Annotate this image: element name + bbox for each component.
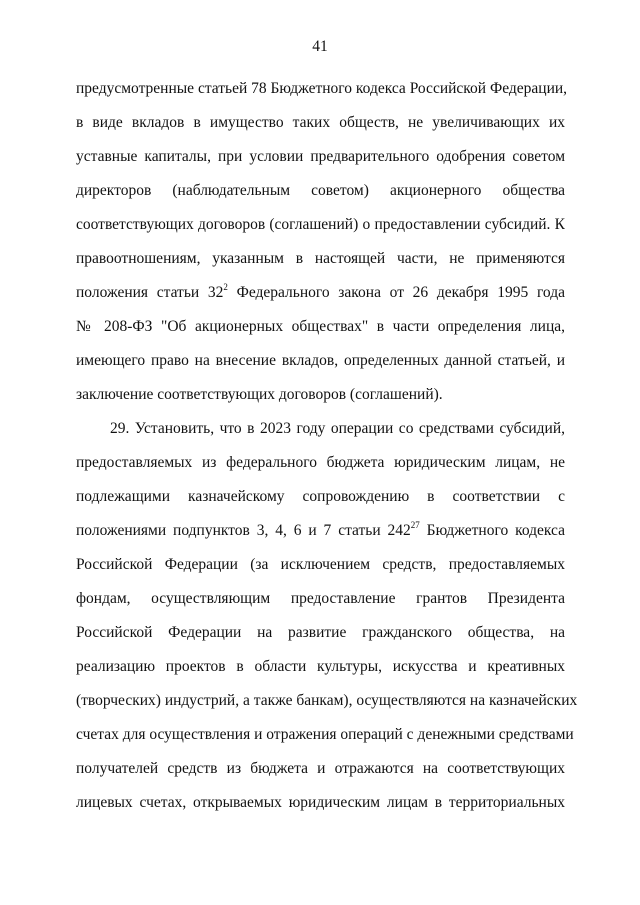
text-line: имеющего право на внесение вкладов, определенных данной статьей, и [76, 352, 565, 369]
document-body [76, 72, 578, 820]
text-line: получателей средств из бюджета и отражаются на соответствующих [76, 760, 565, 777]
superscript: 27 [410, 520, 420, 530]
superscript: 2 [223, 282, 228, 292]
text-line: счетах для осуществления и отражения операций с денежными средствами [76, 726, 574, 743]
text-line: предоставляемых из федерального бюджета юридическим лицам, не [76, 454, 565, 471]
text-line: 29. Установить, что в 2023 году операции со средствами субсидий, [110, 420, 565, 437]
text-line: Российской Федерации на развитие гражданского общества, на [76, 624, 565, 641]
paragraph-29 [76, 412, 578, 820]
text-line: директоров (наблюдательным советом) акционерного общества [76, 182, 565, 199]
text-line: заключение соответствующих договоров (соглашений). [76, 386, 443, 403]
text-line: подлежащими казначейскому сопровождению в соответствии с [76, 488, 565, 505]
text-line: № 208-ФЗ "Об акционерных обществах" в части определения лица, [76, 318, 565, 335]
text-fragment: положениями подпунктов 3, 4, 6 и 7 статьи 242 [76, 522, 411, 539]
text-line: соответствующих договоров (соглашений) о предоставлении субсидий. К [76, 216, 565, 233]
text-line: предусмотренные статьей 78 Бюджетного кодекса Российской Федерации, [76, 80, 568, 97]
text-line: фондам, осуществляющим предоставление грантов Президента [76, 590, 565, 607]
text-line-with-superscript [76, 276, 565, 310]
text-line: реализацию проектов в области культуры, искусства и креативных [76, 658, 565, 675]
text-fragment: Бюджетного кодекса [419, 522, 565, 539]
text-line: правоотношениям, указанным в настоящей части, не применяются [76, 250, 565, 267]
text-line-with-superscript [76, 514, 565, 548]
text-fragment: положения статьи 32 [76, 284, 224, 301]
text-line: лицевых счетах, открываемых юридическим лицам в территориальных [76, 794, 565, 811]
text-line: Российской Федерации (за исключением средств, предоставляемых [76, 556, 565, 573]
text-line: (творческих) индустрий, а также банкам), осуществляются на казначейских [76, 692, 578, 709]
text-fragment: Федерального закона от 26 декабря 1995 года [227, 284, 565, 301]
text-line: в виде вкладов в имущество таких обществ, не увеличивающих их [76, 114, 565, 131]
paragraph-continuation [76, 72, 568, 412]
page-number: 41 [312, 38, 328, 55]
text-line: уставные капиталы, при условии предварительного одобрения советом [76, 148, 565, 165]
